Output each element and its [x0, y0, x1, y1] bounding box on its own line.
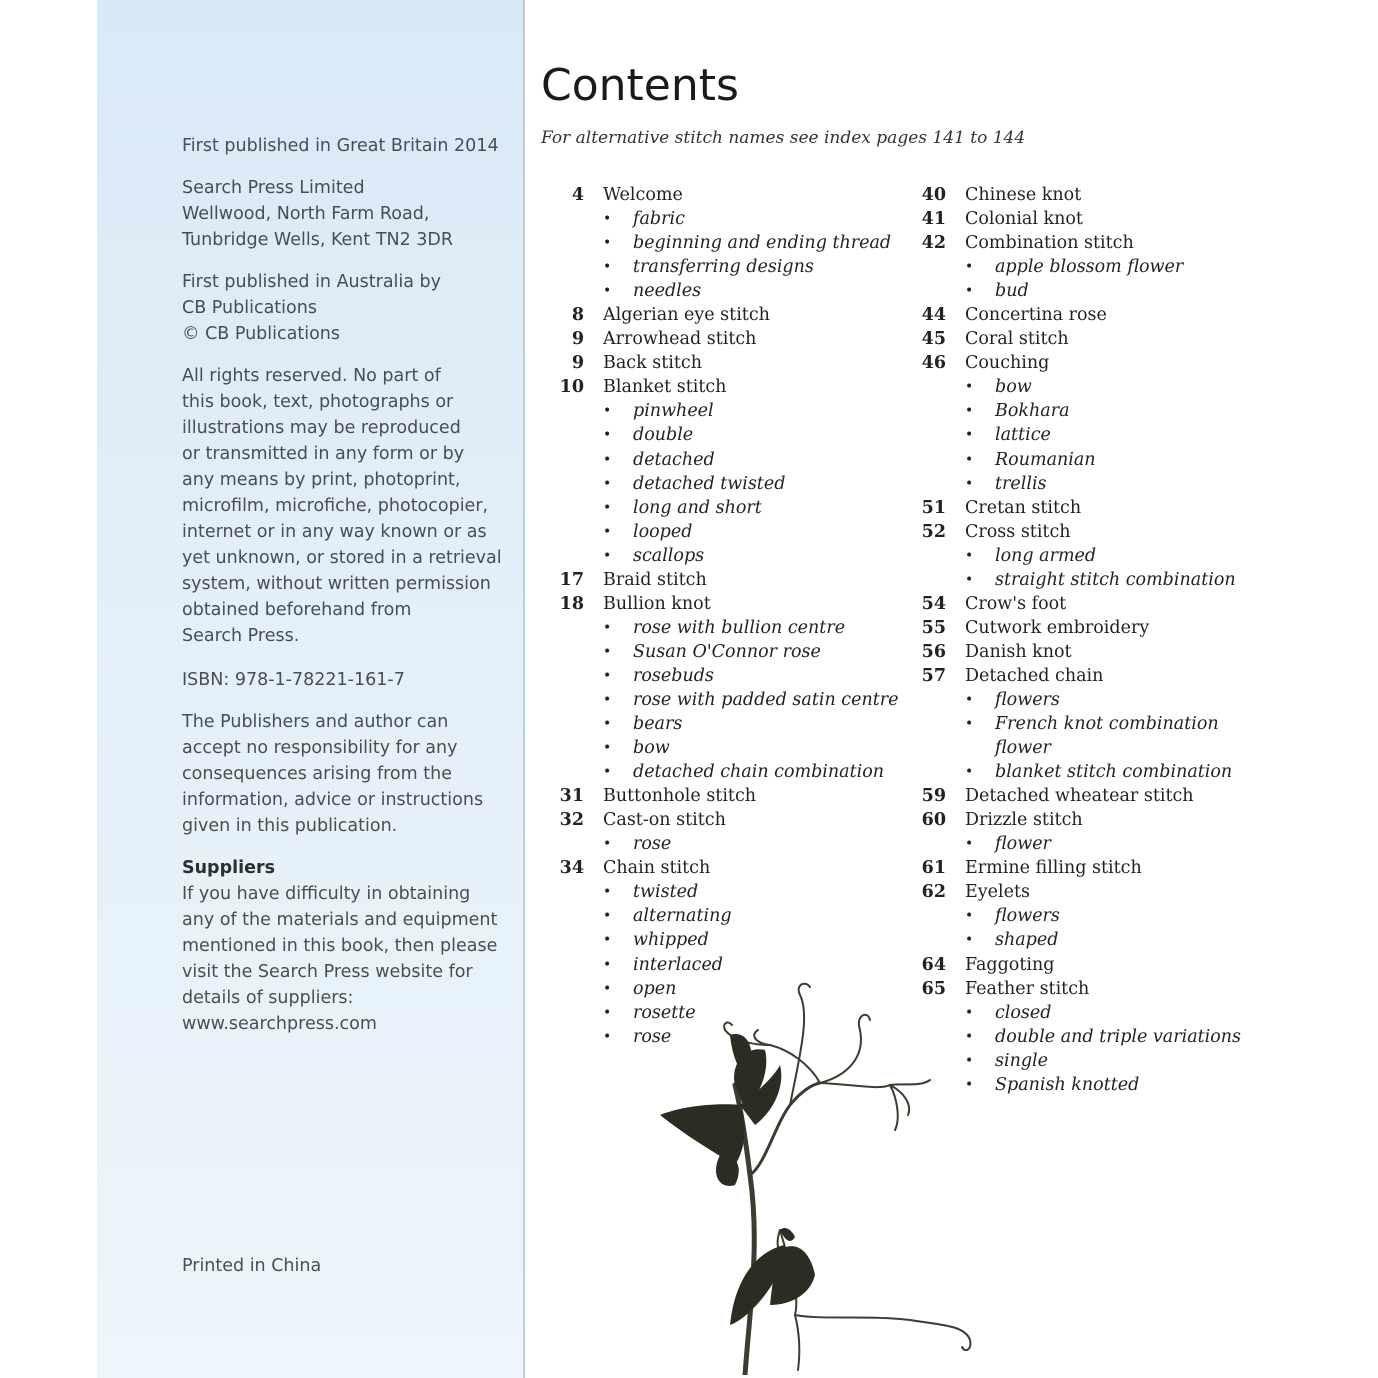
entry-title: Concertina rose	[965, 305, 1107, 326]
text-line: Search Press.	[182, 626, 300, 646]
pea-plant-illustration	[650, 975, 980, 1375]
entry-title: Combination stitch	[965, 233, 1134, 254]
bullet-icon: •	[603, 667, 612, 684]
text-line: details of suppliers:	[182, 988, 354, 1008]
page-number: 41	[921, 209, 946, 230]
bullet-icon: •	[965, 1052, 974, 1069]
page-number: 57	[921, 665, 946, 686]
text-line: information, advice or instructions	[182, 790, 484, 810]
entry-title: Cutwork embroidery	[965, 617, 1150, 638]
page-number: 65	[921, 978, 946, 999]
text-line: CB Publications	[182, 298, 317, 318]
entry-title: Cast-on stitch	[603, 810, 726, 831]
suppliers-block	[182, 855, 512, 1037]
subentry-title: rose	[633, 1026, 672, 1047]
subentry-title: long armed	[995, 545, 1097, 566]
text-line: All rights reserved. No part of	[182, 366, 441, 386]
entry-title: Crow's foot	[965, 593, 1067, 614]
subentry-title: bears	[633, 714, 683, 735]
entry-title: Danish knot	[965, 641, 1072, 662]
subentry-title: rose with padded satin centre	[633, 689, 899, 710]
first-published-block	[182, 133, 512, 159]
subentry-title: flowers	[995, 906, 1060, 927]
text-line: given in this publication.	[182, 816, 398, 836]
text-line: First published in Great Britain 2014	[182, 136, 499, 156]
bullet-icon: •	[965, 547, 974, 564]
subentry-title: flowers	[995, 689, 1060, 710]
entry-title: Cross stitch	[965, 521, 1071, 542]
suppliers-text	[182, 881, 512, 1037]
page-number: 61	[921, 858, 946, 879]
page-number: 59	[921, 786, 946, 807]
bullet-icon: •	[965, 764, 974, 781]
text-line: Search Press Limited	[182, 178, 365, 198]
publisher-address-block	[182, 175, 512, 253]
entry-title: Braid stitch	[603, 569, 707, 590]
subentry-title: blanket stitch combination	[995, 762, 1233, 783]
entry-title: Back stitch	[603, 353, 702, 374]
entry-title: Arrowhead stitch	[603, 329, 757, 350]
page-number: 51	[921, 497, 946, 518]
subentry-title: Susan O'Connor rose	[633, 641, 821, 662]
australia-block	[182, 269, 512, 347]
text-line: microfilm, microfiche, photocopier,	[182, 496, 489, 516]
subentry-title: shaped	[995, 930, 1059, 951]
subentry-title: Roumanian	[995, 449, 1096, 470]
subentry-title: whipped	[633, 930, 709, 951]
text-line: The Publishers and author can	[182, 712, 449, 732]
bullet-icon: •	[965, 283, 974, 300]
subentry-title: single	[995, 1050, 1049, 1071]
bullet-icon: •	[965, 379, 974, 396]
page-number: 32	[559, 810, 584, 831]
page-number: 17	[559, 569, 584, 590]
page-number: 44	[921, 305, 946, 326]
entry-title: Chain stitch	[603, 858, 711, 879]
text-line: ISBN: 978-1-78221-161-7	[182, 670, 405, 690]
subentry-title: closed	[995, 1002, 1052, 1023]
subentry-title: detached twisted	[633, 473, 786, 494]
subentry-title: alternating	[633, 906, 732, 927]
text-line: internet or in any way known or as	[182, 522, 487, 542]
entry-title: Feather stitch	[965, 978, 1090, 999]
entry-title: Colonial knot	[965, 209, 1083, 230]
bullet-icon: •	[603, 403, 612, 420]
text-line: Wellwood, North Farm Road,	[182, 204, 430, 224]
bullet-icon: •	[603, 619, 612, 636]
subentry-title: apple blossom flower	[995, 257, 1184, 278]
text-line: © CB Publications	[182, 324, 341, 344]
entry-title: Buttonhole stitch	[603, 786, 757, 807]
bullet-icon: •	[965, 1028, 974, 1045]
bullet-icon: •	[965, 451, 974, 468]
text-line: any of the materials and equipment	[182, 910, 498, 930]
text-line: mentioned in this book, then please	[182, 936, 498, 956]
page-number: 60	[921, 810, 946, 831]
contents-subtitle: For alternative stitch names see index pages 141 to 144	[541, 128, 1026, 148]
subentry-title: bud	[995, 281, 1029, 302]
page-number: 46	[921, 353, 946, 374]
bullet-icon: •	[603, 932, 612, 949]
bullet-icon: •	[965, 1004, 974, 1021]
subentry-title: open	[633, 978, 677, 999]
rights-block	[182, 363, 512, 649]
entry-title: Faggoting	[965, 954, 1055, 975]
bullet-icon: •	[603, 1004, 612, 1021]
bullet-icon: •	[603, 716, 612, 733]
bullet-icon: •	[965, 691, 974, 708]
bullet-icon: •	[603, 691, 612, 708]
bullet-icon: •	[603, 475, 612, 492]
page-number: 9	[571, 329, 584, 350]
entry-title: Algerian eye stitch	[603, 305, 770, 326]
page-number: 40	[921, 185, 946, 205]
bullet-icon: •	[965, 908, 974, 925]
subentry-title: detached chain combination	[633, 762, 885, 783]
isbn-block	[182, 667, 512, 693]
bullet-icon: •	[603, 259, 612, 276]
bullet-icon: •	[965, 571, 974, 588]
page-number: 10	[559, 377, 584, 398]
text-line: Tunbridge Wells, Kent TN2 3DR	[182, 230, 454, 250]
page-number: 54	[921, 593, 946, 614]
suppliers-heading: Suppliers	[182, 858, 276, 878]
subentry-title: needles	[633, 281, 702, 302]
entry-title: Cretan stitch	[965, 497, 1082, 518]
entry-title: Bullion knot	[603, 593, 711, 614]
page-number: 55	[921, 617, 946, 638]
page-number: 18	[559, 593, 584, 614]
bullet-icon: •	[603, 764, 612, 781]
bullet-icon: •	[603, 283, 612, 300]
subentry-title: Bokhara	[995, 401, 1070, 422]
bullet-icon: •	[603, 211, 612, 228]
page-number: 31	[559, 786, 584, 807]
entry-title: Drizzle stitch	[965, 810, 1083, 831]
text-line: www.searchpress.com	[182, 1014, 377, 1034]
subentry-title: trellis	[995, 473, 1047, 494]
text-line: obtained beforehand from	[182, 600, 412, 620]
text-line: any means by print, photoprint,	[182, 470, 461, 490]
text-line: Printed in China	[182, 1256, 322, 1276]
page-number: 9	[571, 353, 584, 374]
page-number: 52	[921, 521, 946, 542]
bullet-icon: •	[603, 956, 612, 973]
subentry-title: rose	[633, 834, 672, 855]
bullet-icon: •	[603, 836, 612, 853]
page-number: 64	[921, 954, 946, 975]
entry-title: Detached chain	[965, 665, 1104, 686]
subentry-title: beginning and ending thread	[633, 233, 892, 254]
entry-title: Couching	[965, 353, 1050, 374]
subentry-title: scallops	[633, 545, 705, 566]
subentry-title: flower	[995, 738, 1051, 759]
subentry-title: straight stitch combination	[995, 569, 1236, 590]
page-number: 62	[921, 882, 946, 903]
page-number: 56	[921, 641, 946, 662]
entry-title: Coral stitch	[965, 329, 1069, 350]
page-number: 4	[571, 185, 584, 205]
bullet-icon: •	[603, 643, 612, 660]
bullet-icon: •	[603, 740, 612, 757]
page-number: 42	[921, 233, 946, 254]
bullet-icon: •	[603, 1028, 612, 1045]
bullet-icon: •	[603, 427, 612, 444]
entry-title: Welcome	[603, 185, 683, 205]
text-line: or transmitted in any form or by	[182, 444, 465, 464]
subentry-title: bow	[633, 738, 670, 759]
subentry-title: bow	[995, 377, 1032, 398]
bullet-icon: •	[965, 403, 974, 420]
subentry-title: transferring designs	[633, 257, 814, 278]
subentry-title: rosette	[633, 1002, 696, 1023]
subentry-title: pinwheel	[633, 401, 714, 422]
text-line: visit the Search Press website for	[182, 962, 473, 982]
subentry-title: rosebuds	[633, 665, 714, 686]
disclaimer-block	[182, 709, 512, 839]
bullet-icon: •	[965, 475, 974, 492]
page-number: 34	[559, 858, 584, 879]
subentry-title: fabric	[633, 209, 685, 230]
bullet-icon: •	[603, 980, 612, 997]
bullet-icon: •	[603, 499, 612, 516]
subentry-title: interlaced	[633, 954, 724, 975]
subentry-title: detached	[633, 449, 715, 470]
subentry-title: looped	[633, 521, 693, 542]
text-line: system, without written permission	[182, 574, 491, 594]
subentry-title: double	[633, 425, 694, 446]
text-line: First published in Australia by	[182, 272, 442, 292]
bullet-icon: •	[603, 547, 612, 564]
text-line: accept no responsibility for any	[182, 738, 458, 758]
bullet-icon: •	[603, 884, 612, 901]
bullet-icon: •	[603, 908, 612, 925]
subentry-title: twisted	[633, 882, 699, 903]
subentry-title: flower	[995, 834, 1051, 855]
entry-title: Detached wheatear stitch	[965, 786, 1194, 807]
subentry-title: long and short	[633, 497, 762, 518]
page-number: 45	[921, 329, 946, 350]
bullet-icon: •	[965, 427, 974, 444]
bullet-icon: •	[603, 451, 612, 468]
bullet-icon: •	[603, 523, 612, 540]
subentry-title: Spanish knotted	[995, 1074, 1140, 1095]
text-line: If you have difficulty in obtaining	[182, 884, 471, 904]
bullet-icon: •	[965, 836, 974, 853]
page-title: Contents	[541, 60, 739, 111]
bullet-icon: •	[965, 259, 974, 276]
imprint-panel	[97, 0, 525, 1378]
subentry-title: lattice	[995, 425, 1051, 446]
bullet-icon: •	[965, 932, 974, 949]
subentry-title: French knot combination	[995, 714, 1219, 735]
text-line: yet unknown, or stored in a retrieval	[182, 548, 502, 568]
page-number: 8	[571, 305, 584, 326]
entry-title: Chinese knot	[965, 185, 1082, 205]
bullet-icon: •	[965, 716, 974, 733]
bullet-icon: •	[965, 1076, 974, 1093]
entry-title: Blanket stitch	[603, 377, 727, 398]
printed-in-block	[182, 1253, 512, 1279]
bullet-icon: •	[603, 235, 612, 252]
entry-title: Ermine filling stitch	[965, 858, 1142, 879]
text-line: consequences arising from the	[182, 764, 452, 784]
text-line: this book, text, photographs or	[182, 392, 454, 412]
entry-title: Eyelets	[965, 882, 1030, 903]
text-line: illustrations may be reproduced	[182, 418, 461, 438]
subentry-title: rose with bullion centre	[633, 617, 846, 638]
subentry-title: double and triple variations	[995, 1026, 1242, 1047]
